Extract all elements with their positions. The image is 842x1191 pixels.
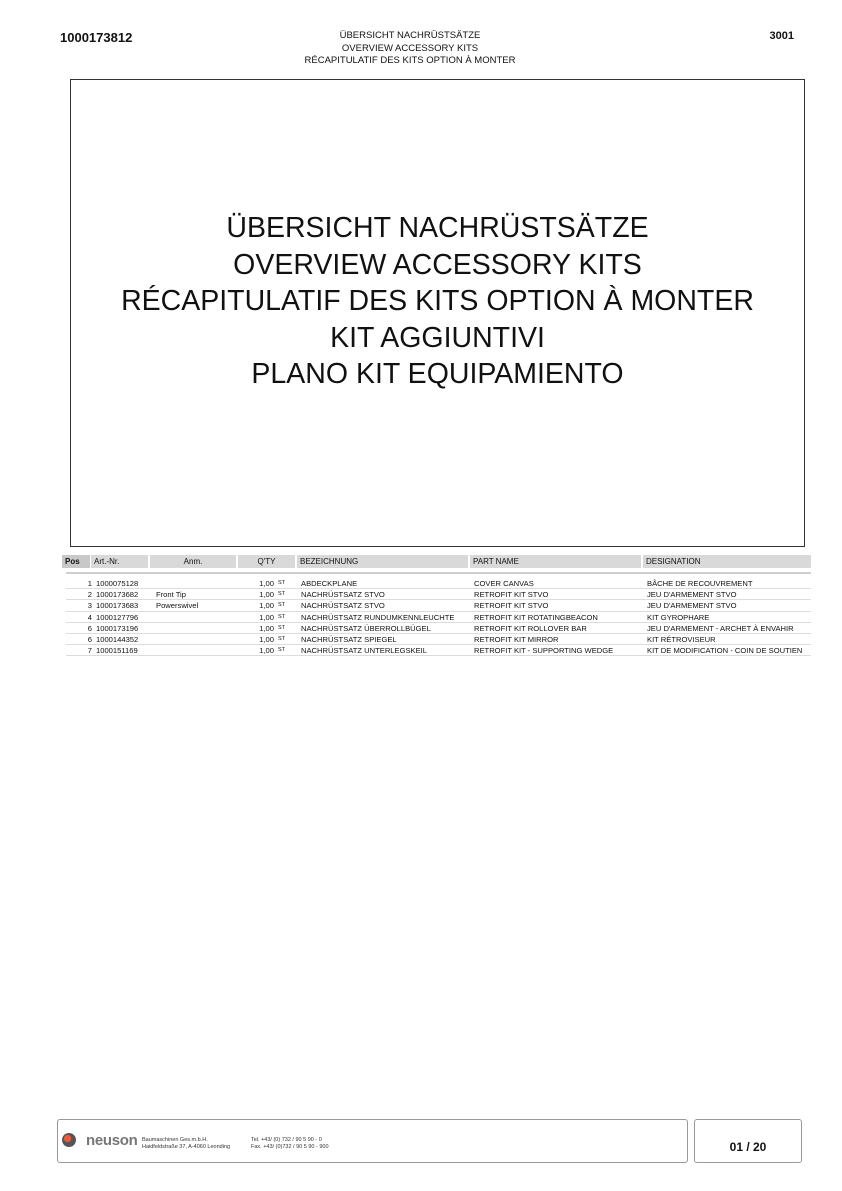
row-part-name: RETROFIT KIT STVO [474,590,549,600]
table-row [66,589,811,600]
row-art-nr: 1000173683 [96,601,139,611]
row-bezeichnung: NACHRÜSTSATZ RUNDUMKENNLEUCHTE [301,612,455,622]
row-unit: ST [278,591,286,598]
row-designation: JEU D'ARMEMENT STVO [647,590,737,600]
row-unit: ST [278,602,286,609]
row-art-nr: 1000127796 [96,612,139,622]
neuson-logo-icon [62,1133,76,1147]
row-bezeichnung: NACHRÜSTSATZ SPIEGEL [301,634,397,644]
company-line: Haidfeldstraße 37, A-4060 Leonding [142,1144,231,1150]
table-row [66,600,811,611]
row-bezeichnung: NACHRÜSTSATZ STVO [301,601,385,611]
contact-info [251,1137,329,1151]
page-code: 3001 [769,30,794,42]
row-pos: 2 [87,590,92,600]
main-title-fr: RÉCAPITULATIF DES KITS OPTION À MONTER [121,285,754,317]
row-art-nr: 1000075128 [96,579,139,588]
main-title-es: PLANO KIT EQUIPAMIENTO [251,358,624,390]
row-qty: 1,00 [259,634,274,644]
row-qty: 1,00 [259,623,274,633]
main-title-en: OVERVIEW ACCESSORY KITS [233,248,642,281]
main-title-it: KIT AGGIUNTIVI [330,321,545,354]
row-bezeichnung: ABDECKPLANE [301,579,358,588]
row-unit: ST [278,647,286,654]
column-header-qty: Q'TY [238,555,295,568]
main-title-de: ÜBERSICHT NACHRÜSTSÄTZE [226,212,649,244]
row-art-nr: 1000173682 [96,590,139,600]
row-part-name: RETROFIT KIT - SUPPORTING WEDGE [474,646,614,656]
row-part-name: RETROFIT KIT MIRROR [474,634,559,644]
row-anm: Powerswivel [156,601,199,611]
header-title-fr: RÉCAPITULATIF DES KITS OPTION À MONTER [304,55,516,66]
row-pos: 4 [87,612,92,622]
row-bezeichnung: NACHRÜSTSATZ ÜBERROLLBÜGEL [301,623,431,633]
row-designation: KIT DE MODIFICATION - COIN DE SOUTIEN [647,646,803,656]
main-titles [71,210,804,393]
row-art-nr: 1000173196 [96,623,139,633]
table-row [66,612,811,623]
row-bezeichnung: NACHRÜSTSATZ UNTERLEGSKEIL [301,646,428,656]
row-bezeichnung: NACHRÜSTSATZ STVO [301,590,385,600]
table-row [66,623,811,634]
row-qty: 1,00 [259,579,274,588]
footer [57,1119,688,1163]
row-qty: 1,00 [259,601,274,611]
row-designation: JEU D'ARMEMENT - ARCHET À ENVAHIR [647,623,794,633]
parts-table-body [66,578,811,656]
row-unit: ST [278,635,286,642]
page-number: 01 / 20 [729,1140,767,1154]
row-part-name: COVER CANVAS [474,579,534,588]
column-header-art-nr: Art.-Nr. [91,555,148,568]
document-number: 1000173812 [60,30,133,45]
contact-line: Tel. +43/ (0) 732 / 90 5 90 - 0 [251,1137,322,1143]
header-title-en: OVERVIEW ACCESSORY KITS [341,42,479,54]
company-address [142,1137,230,1151]
row-designation: BÂCHE DE RECOUVREMENT [647,579,753,588]
table-row [66,634,811,645]
row-art-nr: 1000144352 [96,634,139,644]
contact-line: Fax. +43/ (0)732 / 90 5 90 - 900 [251,1144,329,1150]
page-number-box [694,1119,802,1163]
row-part-name: RETROFIT KIT STVO [474,601,549,611]
row-part-name: RETROFIT KIT ROTATINGBEACON [474,612,598,622]
company-line: Baumaschinen Ges.m.b.H. [142,1137,208,1143]
column-header-bezeichnung: BEZEICHNUNG [297,555,468,568]
header-titles [260,30,560,68]
row-pos: 1 [87,579,92,588]
table-row [66,578,811,589]
column-header-designation: DESIGNATION [643,555,811,568]
row-qty: 1,00 [259,612,274,622]
row-unit: ST [278,613,286,620]
row-unit: ST [278,580,286,586]
header-divider [66,572,811,574]
row-designation: KIT RÉTROVISEUR [647,634,716,644]
title-box [70,79,805,547]
column-header-pos: Pos [62,555,90,568]
table-header [62,555,811,568]
brand-name: neuson [86,1132,138,1149]
row-qty: 1,00 [259,646,274,656]
row-designation: KIT GYROPHARE [647,612,710,622]
header-title-de: ÜBERSICHT NACHRÜSTSÄTZE [339,30,481,41]
row-pos: 6 [87,634,92,644]
column-header-part-name: PART NAME [470,555,641,568]
row-designation: JEU D'ARMEMENT STVO [647,601,737,611]
row-pos: 3 [87,601,92,611]
column-header-anm: Anm. [150,555,236,568]
row-unit: ST [278,624,286,631]
row-pos: 7 [87,646,92,656]
row-pos: 6 [87,623,92,633]
row-qty: 1,00 [259,590,274,600]
row-anm: Front Tip [156,590,186,600]
table-row [66,645,811,656]
row-art-nr: 1000151169 [96,646,138,656]
row-part-name: RETROFIT KIT ROLLOVER BAR [474,623,587,633]
